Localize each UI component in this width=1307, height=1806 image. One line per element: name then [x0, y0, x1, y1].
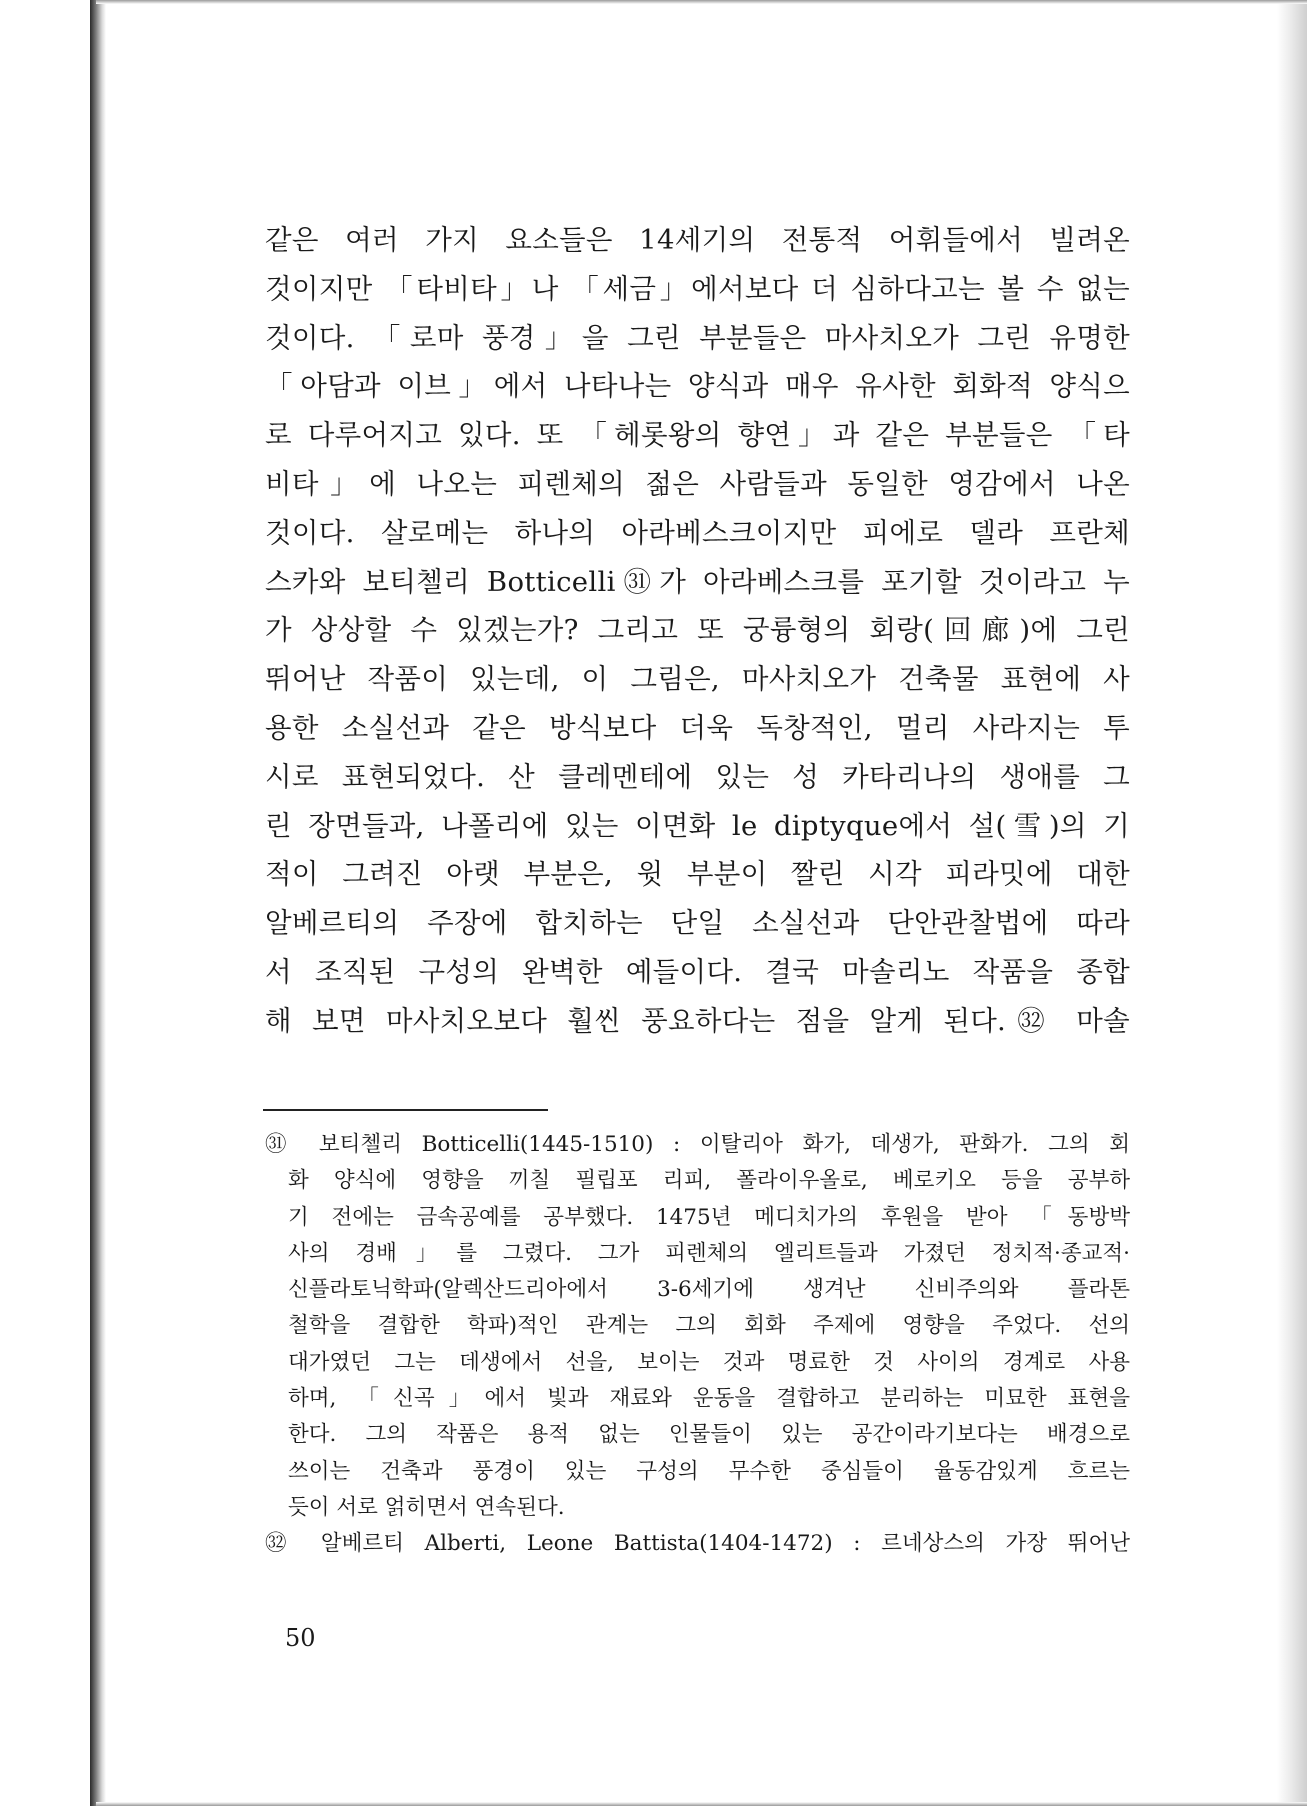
- footnote-divider: [263, 1109, 548, 1111]
- body-line: 린 장면들과, 나폴리에 있는 이면화 le diptyque에서 설(雪)의 기: [265, 809, 1130, 842]
- body-line: 비타」에 나오는 피렌체의 젊은 사람들과 동일한 영감에서 나온: [265, 467, 1130, 500]
- page-binding-shadow: [90, 0, 106, 1806]
- body-line: 것이다. 「로마 풍경」을 그린 부분들은 마사치오가 그린 유명한: [265, 321, 1130, 354]
- footnote-line: 쓰이는 건축과 풍경이 있는 구성의 무수한 중심들이 율동감있게 흐르는: [288, 1458, 1130, 1484]
- body-line: 시로 표현되었다. 산 클레멘테에 있는 성 카타리나의 생애를 그: [265, 760, 1130, 793]
- footnote-line: ㉛ 보티첼리 Botticelli(1445-1510) : 이탈리아 화가, 데생가, 판화가. 그의 회: [265, 1132, 1130, 1157]
- body-line: 「아담과 이브」에서 나타나는 양식과 매우 유사한 회화적 양식으: [265, 370, 1130, 403]
- body-line: 가 상상할 수 있겠는가? 그리고 또 궁륭형의 회랑(回廊)에 그린: [265, 614, 1130, 647]
- body-line: 뛰어난 작품이 있는데, 이 그림은, 마사치오가 건축물 표현에 사: [265, 663, 1130, 696]
- footnote-line: 사의 경배」를 그렸다. 그가 피렌체의 엘리트들과 가졌던 정치적·종교적·: [288, 1240, 1130, 1266]
- body-line: 적이 그려진 아랫 부분은, 윗 부분이 짤린 시각 피라밋에 대한: [265, 858, 1130, 891]
- body-line: 스카와 보티첼리 Botticelli㉛가 아라베스크를 포기할 것이라고 누: [265, 565, 1130, 598]
- footnote-line: ㉜ 알베르티 Alberti, Leone Battista(1404-1472) : 르네상스의 가장 뛰어난: [265, 1531, 1130, 1557]
- footnote-line: 하며, 「신곡」에서 빛과 재료와 운동을 결합하고 분리하는 미묘한 표현을: [288, 1386, 1130, 1412]
- footnote-line: 신플라토닉학파(알렉산드리아에서 3-6세기에 생겨난 신비주의와 플라톤: [288, 1277, 1130, 1303]
- page-bottom-edge: [96, 1802, 1307, 1806]
- footnote-line: 기 전에는 금속공예를 공부했다. 1475년 메디치가의 후원을 받아 「동방박: [288, 1204, 1130, 1230]
- body-line: 것이다. 살로메는 하나의 아라베스크이지만 피에로 델라 프란체: [265, 516, 1130, 549]
- body-line: 알베르티의 주장에 합치하는 단일 소실선과 단안관찰법에 따라: [265, 907, 1130, 940]
- body-text: [265, 216, 1130, 1046]
- body-line: 로 다루어지고 있다. 또 「헤롯왕의 향연」과 같은 부분들은 「타: [265, 419, 1130, 452]
- footnote-line: 철학을 결합한 학파)적인 관계는 그의 회화 주제에 영향을 주었다. 선의: [288, 1313, 1130, 1339]
- footnote-line: 한다. 그의 작품은 용적 없는 인물들이 있는 공간이라기보다는 배경으로: [288, 1422, 1130, 1448]
- page-edge-shadow: [1277, 0, 1307, 1806]
- body-line: 서 조직된 구성의 완벽한 예들이다. 결국 마솔리노 작품을 종합: [265, 955, 1130, 988]
- footnote-line: 듯이 서로 얽히면서 연속된다.: [288, 1494, 565, 1520]
- body-line: 용한 소실선과 같은 방식보다 더욱 독창적인, 멀리 사라지는 투: [265, 711, 1130, 744]
- body-line: 해 보면 마사치오보다 훨씬 풍요하다는 점을 알게 된다.㉜ 마솔: [265, 1004, 1130, 1037]
- body-line: 같은 여러 가지 요소들은 14세기의 전통적 어휘들에서 빌려온: [265, 224, 1130, 256]
- footnote-line: 화 양식에 영향을 끼칠 필립포 리피, 폴라이우올로, 베로키오 등을 공부하: [288, 1168, 1130, 1194]
- footnote-line: 대가였던 그는 데생에서 선을, 보이는 것과 명료한 것 사이의 경계로 사용: [288, 1349, 1130, 1375]
- page-top-edge: [96, 0, 1307, 4]
- page-number: 50: [285, 1624, 316, 1652]
- footnotes: [265, 1127, 1130, 1563]
- body-line: 것이지만 「타비타」나 「세금」에서보다 더 심하다고는 볼 수 없는: [265, 272, 1130, 305]
